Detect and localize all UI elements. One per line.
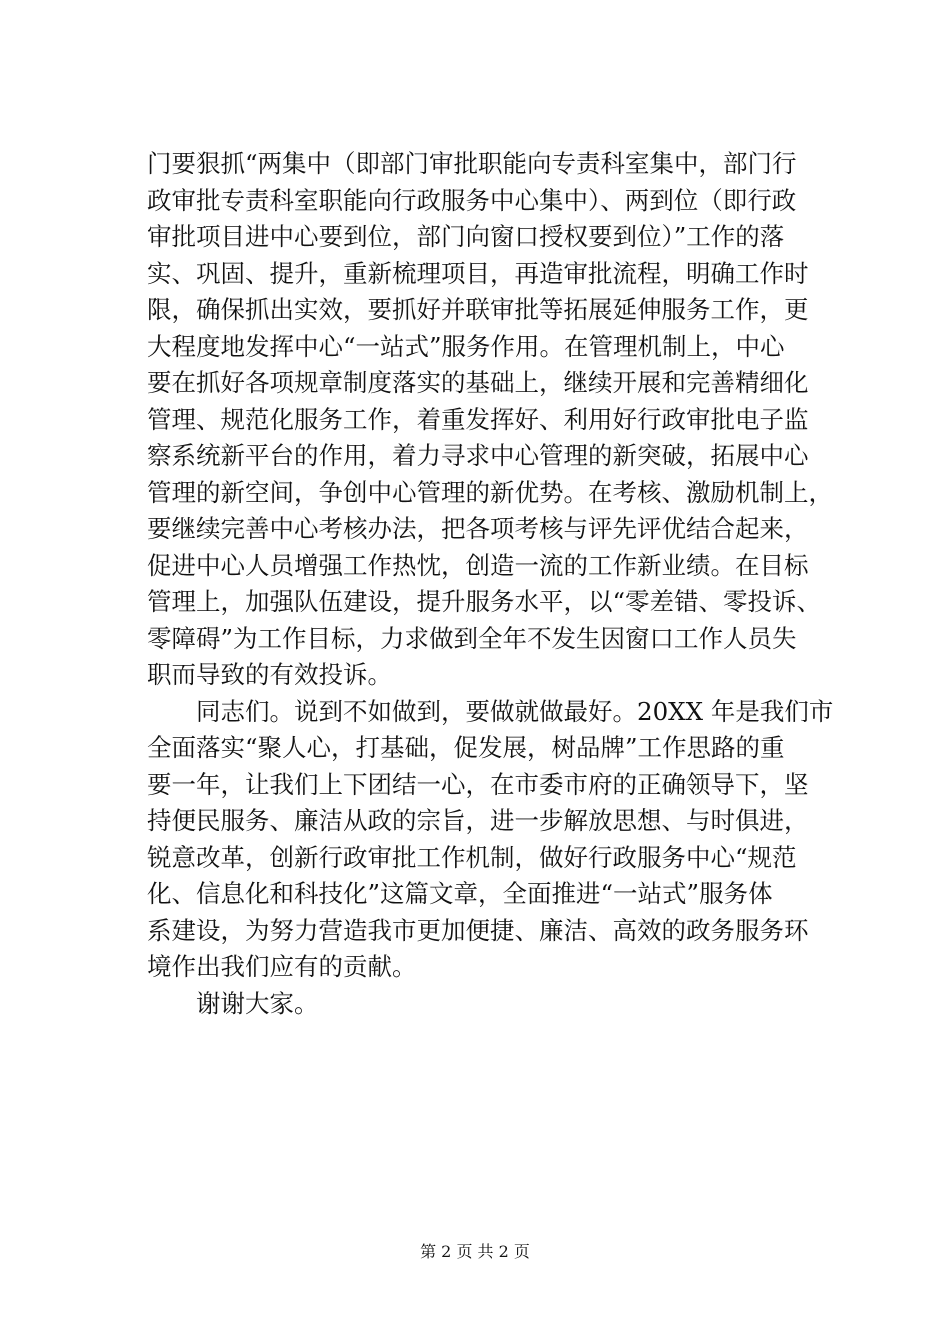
text-line: 实、巩固、提升，重新梳理项目，再造审批流程，明确工作时 bbox=[147, 258, 809, 288]
text-line: 化、信息化和科技化”这篇文章，全面推进“一站式”服务体 bbox=[147, 879, 773, 908]
text-line: 门要狠抓“两集中（即部门审批职能向专责科室集中，部门行 bbox=[147, 149, 797, 178]
text-line: 管理上，加强队伍建设，提升服务水平，以“零差错、零投诉、 bbox=[147, 587, 822, 616]
text-line: 零障碍”为工作目标，力求做到全年不发生因窗口工作人员失 bbox=[147, 623, 797, 653]
page-number-footer: 第 2 页 共 2 页 bbox=[420, 1242, 530, 1261]
text-line: 管理的新空间，争创中心管理的新优势。在考核、激励机制上， bbox=[147, 477, 833, 507]
text-line: 审批项目进中心要到位，部门向窗口授权要到位）”工作的落 bbox=[147, 222, 785, 251]
text-line: 促进中心人员增强工作热忱，创造一流的工作新业绩。在目标 bbox=[147, 550, 809, 580]
document-body bbox=[147, 146, 834, 1022]
text-line: 管理、规范化服务工作，着重发挥好、利用好行政审批电子监 bbox=[147, 404, 809, 434]
text-line: 大程度地发挥中心“一站式”服务作用。在管理机制上，中心 bbox=[147, 331, 785, 361]
text-line: 谢谢大家。 bbox=[147, 988, 319, 1018]
text-line: 全面落实“聚人心，打基础，促发展，树品牌”工作思路的重 bbox=[147, 733, 785, 762]
text-line: 境作出我们应有的贡献。 bbox=[147, 952, 417, 981]
text-line: 要继续完善中心考核办法，把各项考核与评先评优结合起来， bbox=[147, 514, 809, 543]
text-line: 要一年，让我们上下团结一心，在市委市府的正确领导下，坚 bbox=[147, 769, 809, 799]
text-line: 锐意改革，创新行政审批工作机制，做好行政服务中心“规范 bbox=[147, 842, 797, 872]
text-line: 同志们。说到不如做到，要做就做最好。20XX 年是我们市 bbox=[147, 696, 834, 726]
text-line: 察系统新平台的作用，着力寻求中心管理的新突破，拓展中心 bbox=[147, 441, 809, 470]
text-line: 要在抓好各项规章制度落实的基础上，继续开展和完善精细化 bbox=[147, 368, 809, 397]
text-line: 政审批专责科室职能向行政服务中心集中）、两到位（即行政 bbox=[147, 185, 797, 215]
text-line: 职而导致的有效投诉。 bbox=[147, 660, 392, 689]
text-line: 持便民服务、廉洁从政的宗旨，进一步解放思想、与时俱进， bbox=[147, 806, 809, 835]
text-line: 限，确保抓出实效，要抓好并联审批等拓展延伸服务工作，更 bbox=[147, 295, 809, 324]
text-line: 系建设，为努力营造我市更加便捷、廉洁、高效的政务服务环 bbox=[147, 915, 809, 945]
